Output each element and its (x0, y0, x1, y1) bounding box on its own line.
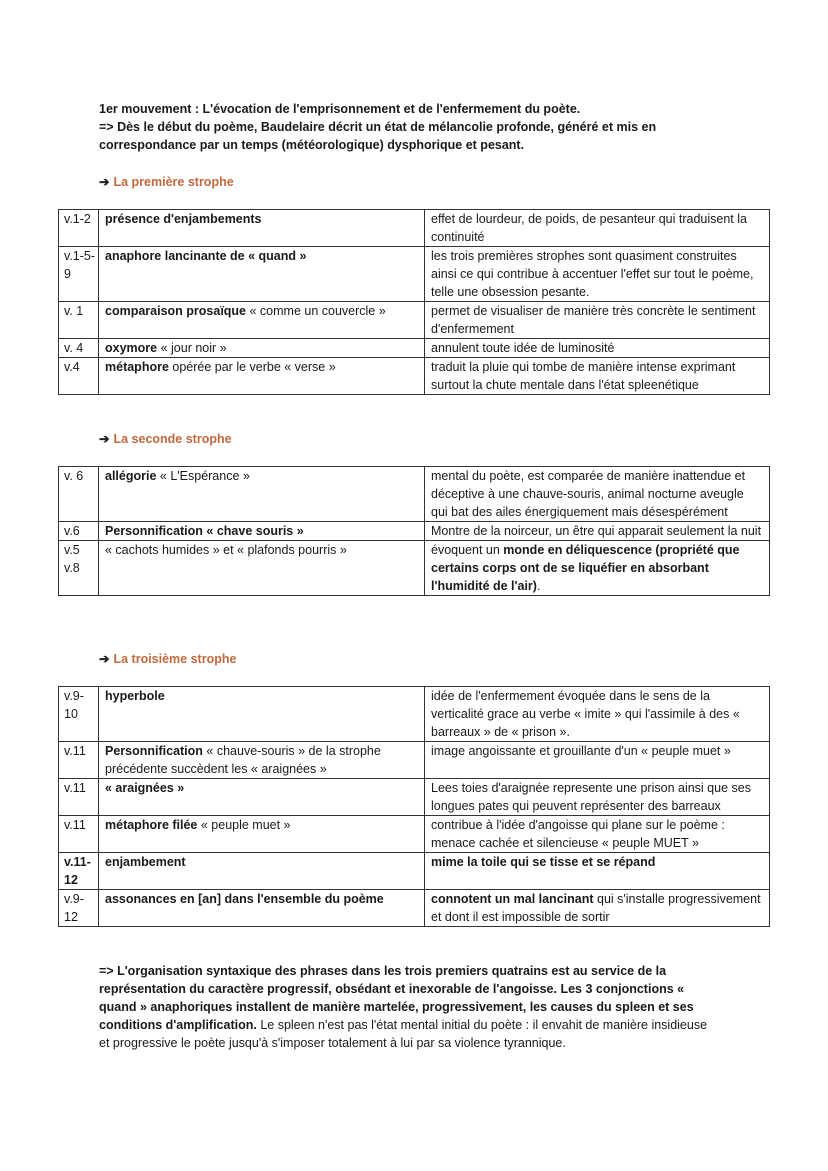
text-run: métaphore filée (105, 818, 198, 832)
text-run: qui s'installe progressivement et dont il est impossible de sortir (431, 892, 761, 924)
effect-cell (425, 816, 770, 853)
table-row (59, 210, 770, 247)
figure-cell (99, 302, 425, 339)
table-row (59, 779, 770, 816)
effect-cell (425, 467, 770, 522)
effect-cell (425, 853, 770, 890)
intro (99, 100, 699, 154)
table-row (59, 522, 770, 541)
conclusion-text (99, 962, 719, 1052)
arrow-right-icon: ➔ (99, 175, 110, 189)
verse-cell: v.11 (59, 816, 99, 853)
effect-cell (425, 302, 770, 339)
figure-cell (99, 358, 425, 395)
analysis-table-3 (58, 686, 770, 927)
intro-summary: => Dès le début du poème, Baudelaire décrit un état de mélancolie profonde, généré et mis en correspondance par un temps (météorologique) dysphorique et pesant. (99, 120, 657, 152)
text-run: assonances en [an] dans l'ensemble du poème (105, 892, 384, 906)
text-run: Lees toies d'araignée represente une prison ainsi que ses longues pates qui peuvent représenter des barreaux (431, 781, 751, 813)
section-heading-1 (99, 173, 234, 191)
table-row (59, 339, 770, 358)
figure-cell (99, 687, 425, 742)
table-row (59, 358, 770, 395)
text-run: allégorie (105, 469, 157, 483)
analysis-table-1 (58, 209, 770, 395)
text-run: effet de lourdeur, de poids, de pesanteur qui traduisent la continuité (431, 212, 747, 244)
text-run: Montre de la noirceur, un être qui apparait seulement la nuit (431, 524, 762, 538)
figure-cell (99, 742, 425, 779)
effect-cell (425, 687, 770, 742)
table-row (59, 890, 770, 927)
verse-cell: v. 4 (59, 339, 99, 358)
text-run: hyperbole (105, 689, 165, 703)
text-run: monde en déliquescence (propriété que certains corps ont de se liquéfier en absorbant l'humidité de l'air) (431, 543, 740, 593)
text-run: oxymore (105, 341, 158, 355)
effect-cell (425, 779, 770, 816)
section-heading-label: La troisième strophe (113, 652, 237, 666)
text-run: métaphore (105, 360, 169, 374)
text-run: mime la toile qui se tisse et se répand (431, 855, 656, 869)
verse-cell: v.4 (59, 358, 99, 395)
text-run: opérée par le verbe « verse » (168, 360, 336, 374)
figure-cell (99, 541, 425, 596)
table-row (59, 816, 770, 853)
figure-cell (99, 816, 425, 853)
text-run: évoquent un (431, 543, 504, 557)
text-run: enjambement (105, 855, 186, 869)
text-run: idée de l'enfermement évoquée dans le sens de la verticalité grace au verbe « imite » qui l'assimile à des « barreaux » de « prison ». (431, 689, 740, 739)
effect-cell (425, 890, 770, 927)
verse-cell: v.6 (59, 522, 99, 541)
arrow-right-icon: ➔ (99, 432, 110, 446)
text-run: Personnification (105, 744, 203, 758)
verse-cell: v.9-10 (59, 687, 99, 742)
intro-title: 1er mouvement : L'évocation de l'emprisonnement et de l'enfermement du poète. (99, 102, 581, 116)
verse-cell: v.9-12 (59, 890, 99, 927)
effect-cell (425, 339, 770, 358)
text-run: traduit la pluie qui tombe de manière intense exprimant surtout la chute mentale dans l'état spleenétique (431, 360, 736, 392)
section-heading-2 (99, 430, 232, 448)
text-run: « chauve-souris » de la strophe précédente succèdent les « araignées » (105, 744, 381, 776)
text-run: les trois premières strophes sont quasiment construites ainsi ce qui contribue à accentuer l'effet sur tout le poème, telle une obsession pesante. (431, 249, 754, 299)
table-row (59, 742, 770, 779)
verse-cell: v.11 (59, 742, 99, 779)
verse-cell: v.1-5-9 (59, 247, 99, 302)
effect-cell (425, 742, 770, 779)
text-run: contribue à l'idée d'angoisse qui plane sur le poème : menace cachée et silencieuse « peuple MUET » (431, 818, 725, 850)
text-run: anaphore lancinante de « quand » (105, 249, 307, 263)
text-run: « comme un couvercle » (246, 304, 386, 318)
figure-cell (99, 210, 425, 247)
text-run: comparaison prosaïque (105, 304, 247, 318)
table-row (59, 467, 770, 522)
text-run: . (536, 579, 541, 593)
text-run: « L'Espérance » (156, 469, 250, 483)
effect-cell (425, 210, 770, 247)
verse-cell: v. 6 (59, 467, 99, 522)
table-row (59, 302, 770, 339)
text-run: connotent un mal lancinant (431, 892, 594, 906)
figure-cell (99, 779, 425, 816)
verse-cell: v. 1 (59, 302, 99, 339)
figure-cell (99, 339, 425, 358)
text-run: image angoissante et grouillante d'un « peuple muet » (431, 744, 731, 758)
text-run: « peuple muet » (197, 818, 291, 832)
section-heading-3 (99, 650, 236, 668)
verse-cell: v.11-12 (59, 853, 99, 890)
conclusion (99, 962, 719, 1052)
figure-cell (99, 853, 425, 890)
figure-cell (99, 467, 425, 522)
figure-cell (99, 247, 425, 302)
analysis-table-2 (58, 466, 770, 596)
figure-cell (99, 890, 425, 927)
effect-cell (425, 522, 770, 541)
text-run: Personnification « chave souris » (105, 524, 304, 538)
effect-cell (425, 541, 770, 596)
table-row (59, 541, 770, 596)
table-row (59, 687, 770, 742)
text-run: « cachots humides » et « plafonds pourris » (105, 543, 347, 557)
text-run: présence d'enjambements (105, 212, 262, 226)
text-run: « jour noir » (157, 341, 227, 355)
verse-cell: v.11 (59, 779, 99, 816)
text-run: mental du poète, est comparée de manière inattendue et déceptive à une chauve-souris, animal nocturne aveugle qui bat des ailes énergiquement mais désespérément (431, 469, 746, 519)
figure-cell (99, 522, 425, 541)
conclusion-bold: => L'organisation syntaxique des phrases dans les trois premiers quatrains est au service de la représentation du caractère progressif, obsédant et inexorable de l'angoisse. Les 3 conjonctions « quand » anaphoriques installent de manière martelée, progressivement, les causes du spleen et ses conditions d'amplification. (99, 964, 694, 1032)
section-heading-label: La seconde strophe (113, 432, 232, 446)
arrow-right-icon: ➔ (99, 652, 110, 666)
text-run: annulent toute idée de luminosité (431, 341, 615, 355)
verse-cell: v.1-2 (59, 210, 99, 247)
effect-cell (425, 247, 770, 302)
text-run: permet de visualiser de manière très concrète le sentiment d'enfermement (431, 304, 756, 336)
table-row (59, 853, 770, 890)
text-run: « araignées » (105, 781, 185, 795)
verse-cell: v.5 v.8 (59, 541, 99, 596)
effect-cell (425, 358, 770, 395)
table-row (59, 247, 770, 302)
conclusion-normal: Le spleen n'est pas l'état mental initial du poète : il envahit de manière insidieuse et progressive le poète jusqu'à s'imposer totalement à lui par sa violence tyrannique. (99, 1018, 708, 1050)
section-heading-label: La première strophe (113, 175, 234, 189)
